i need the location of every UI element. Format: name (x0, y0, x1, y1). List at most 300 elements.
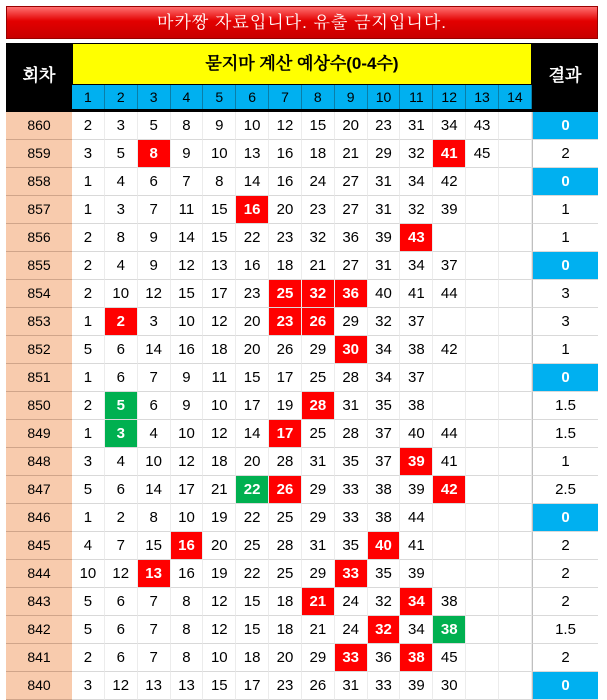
number-cell (499, 252, 532, 280)
table-row (6, 504, 598, 532)
result-cell: 0 (532, 504, 598, 532)
number-cell: 3 (72, 140, 105, 168)
number-cell (466, 336, 499, 364)
number-cell: 29 (302, 644, 335, 672)
number-cell: 27 (335, 168, 368, 196)
number-cell: 27 (335, 196, 368, 224)
number-cell: 2 (72, 252, 105, 280)
number-cell: 17 (203, 280, 236, 308)
number-cell: 32 (400, 140, 433, 168)
number-cell: 12 (203, 616, 236, 644)
column-number: 8 (302, 85, 335, 109)
number-cell: 10 (105, 280, 138, 308)
number-cell: 15 (236, 616, 269, 644)
number-cell: 34 (400, 168, 433, 196)
bonus-number-cell: 38 (433, 616, 466, 644)
result-cell: 1 (532, 196, 598, 224)
hit-number-cell: 43 (400, 224, 433, 252)
round-number: 853 (6, 308, 72, 336)
number-cell: 14 (138, 476, 171, 504)
result-cell: 3 (532, 308, 598, 336)
table-row (6, 448, 598, 476)
number-cell: 21 (302, 252, 335, 280)
warning-banner: 마카짱 자료입니다. 유출 금지입니다. (6, 6, 598, 39)
number-cell (466, 588, 499, 616)
number-cell (466, 560, 499, 588)
number-cell: 35 (335, 532, 368, 560)
number-cell: 29 (335, 308, 368, 336)
table-row (6, 308, 598, 336)
number-cell: 20 (335, 112, 368, 140)
table-row (6, 280, 598, 308)
number-cell: 11 (171, 196, 204, 224)
number-cell: 16 (171, 560, 204, 588)
column-number: 6 (236, 85, 269, 109)
number-cell: 13 (138, 672, 171, 700)
number-cell: 4 (105, 168, 138, 196)
number-cell: 34 (368, 336, 401, 364)
number-cell: 23 (302, 196, 335, 224)
table-row (6, 168, 598, 196)
round-number: 851 (6, 364, 72, 392)
number-cell: 36 (335, 224, 368, 252)
number-cell: 38 (368, 476, 401, 504)
number-cell: 9 (138, 252, 171, 280)
number-cell (466, 196, 499, 224)
number-cell: 23 (269, 672, 302, 700)
number-cell: 10 (72, 560, 105, 588)
number-cell: 23 (236, 280, 269, 308)
number-cell: 31 (368, 196, 401, 224)
number-cell: 41 (400, 280, 433, 308)
hit-number-cell: 39 (400, 448, 433, 476)
number-cell: 31 (335, 672, 368, 700)
number-cell: 9 (171, 364, 204, 392)
number-cell: 29 (302, 336, 335, 364)
bonus-number-cell: 22 (236, 476, 269, 504)
number-cell: 12 (203, 308, 236, 336)
number-cell: 16 (269, 140, 302, 168)
number-cell: 28 (335, 420, 368, 448)
number-cell: 19 (269, 392, 302, 420)
number-cell (499, 616, 532, 644)
number-cell (499, 364, 532, 392)
round-number: 860 (6, 112, 72, 140)
number-cell: 15 (236, 364, 269, 392)
number-cell: 3 (105, 112, 138, 140)
result-cell: 1 (532, 448, 598, 476)
table-row (6, 112, 598, 140)
number-cell: 24 (335, 588, 368, 616)
number-cell: 16 (171, 336, 204, 364)
number-cell: 17 (236, 672, 269, 700)
number-cell: 21 (335, 140, 368, 168)
number-cell: 28 (269, 448, 302, 476)
number-cell: 14 (138, 336, 171, 364)
number-cell: 12 (203, 588, 236, 616)
number-cell: 10 (171, 308, 204, 336)
number-cell: 9 (203, 112, 236, 140)
number-cell (499, 448, 532, 476)
number-cell: 10 (203, 140, 236, 168)
number-cell: 39 (368, 224, 401, 252)
result-cell: 2 (532, 532, 598, 560)
number-cell (499, 560, 532, 588)
number-cell: 2 (72, 224, 105, 252)
number-cell (499, 168, 532, 196)
number-cell: 32 (368, 308, 401, 336)
result-cell: 2 (532, 140, 598, 168)
hit-number-cell: 26 (269, 476, 302, 504)
number-cell (499, 336, 532, 364)
result-cell: 2 (532, 560, 598, 588)
number-cell: 25 (269, 560, 302, 588)
table-row (6, 196, 598, 224)
number-cell: 17 (236, 392, 269, 420)
hit-number-cell: 16 (171, 532, 204, 560)
column-number: 2 (105, 85, 138, 109)
hit-number-cell: 38 (400, 644, 433, 672)
result-cell: 1.5 (532, 420, 598, 448)
number-cell: 19 (203, 504, 236, 532)
number-cell: 19 (203, 560, 236, 588)
number-cell: 14 (171, 224, 204, 252)
number-cell: 17 (269, 364, 302, 392)
number-cell: 31 (302, 448, 335, 476)
table-row (6, 616, 598, 644)
round-number: 843 (6, 588, 72, 616)
number-cell: 38 (368, 504, 401, 532)
round-number: 859 (6, 140, 72, 168)
result-cell: 2 (532, 644, 598, 672)
number-cell: 18 (203, 336, 236, 364)
number-cell: 2 (72, 644, 105, 672)
number-cell: 34 (400, 252, 433, 280)
number-cell (499, 504, 532, 532)
number-cell: 26 (302, 672, 335, 700)
hit-number-cell: 26 (302, 308, 335, 336)
number-cell: 12 (269, 112, 302, 140)
number-cell: 4 (105, 252, 138, 280)
number-cell: 20 (236, 308, 269, 336)
number-cell: 12 (171, 448, 204, 476)
round-number: 842 (6, 616, 72, 644)
number-cell: 22 (236, 504, 269, 532)
number-cell: 18 (236, 644, 269, 672)
number-cell (466, 448, 499, 476)
number-cell (466, 308, 499, 336)
number-cell: 5 (72, 476, 105, 504)
number-cell: 24 (302, 168, 335, 196)
number-cell (499, 308, 532, 336)
number-cell: 16 (269, 168, 302, 196)
hit-number-cell: 32 (368, 616, 401, 644)
data-table (6, 112, 598, 700)
number-cell: 9 (138, 224, 171, 252)
number-cell: 26 (269, 336, 302, 364)
number-cell (499, 112, 532, 140)
number-cell: 18 (269, 252, 302, 280)
number-cell: 5 (72, 336, 105, 364)
number-cell: 6 (105, 336, 138, 364)
number-cell: 13 (236, 140, 269, 168)
round-number: 858 (6, 168, 72, 196)
number-cell: 39 (400, 672, 433, 700)
number-cell: 37 (368, 448, 401, 476)
number-cell: 31 (335, 392, 368, 420)
result-cell: 0 (532, 168, 598, 196)
number-cell: 10 (203, 392, 236, 420)
number-cell: 1 (72, 196, 105, 224)
number-cell: 13 (203, 252, 236, 280)
number-cell (499, 476, 532, 504)
number-cell: 1 (72, 420, 105, 448)
number-cell: 15 (236, 588, 269, 616)
number-cell (499, 280, 532, 308)
result-cell: 1.5 (532, 392, 598, 420)
round-number: 847 (6, 476, 72, 504)
number-cell: 25 (236, 532, 269, 560)
number-cell: 6 (105, 644, 138, 672)
number-cell: 3 (72, 672, 105, 700)
number-cell: 24 (335, 616, 368, 644)
number-cell (466, 364, 499, 392)
number-cell (466, 420, 499, 448)
column-number: 1 (72, 85, 105, 109)
table-row (6, 420, 598, 448)
column-number-header (72, 85, 532, 109)
number-cell: 10 (138, 448, 171, 476)
number-cell: 1 (72, 308, 105, 336)
table-row (6, 588, 598, 616)
number-cell: 12 (203, 420, 236, 448)
number-cell (466, 224, 499, 252)
number-cell: 41 (400, 532, 433, 560)
number-cell: 9 (171, 392, 204, 420)
number-cell: 30 (433, 672, 466, 700)
number-cell (499, 672, 532, 700)
number-cell: 6 (138, 168, 171, 196)
hit-number-cell: 40 (368, 532, 401, 560)
number-cell: 18 (302, 140, 335, 168)
number-cell: 42 (433, 168, 466, 196)
number-cell: 15 (203, 224, 236, 252)
round-number: 846 (6, 504, 72, 532)
hit-number-cell: 41 (433, 140, 466, 168)
result-cell: 1 (532, 224, 598, 252)
number-cell: 37 (400, 364, 433, 392)
number-cell: 33 (335, 476, 368, 504)
number-cell: 11 (203, 364, 236, 392)
number-cell (433, 504, 466, 532)
table-row (6, 644, 598, 672)
number-cell: 28 (269, 532, 302, 560)
hit-number-cell: 34 (400, 588, 433, 616)
number-cell: 5 (105, 140, 138, 168)
hit-number-cell: 17 (269, 420, 302, 448)
number-cell: 25 (302, 420, 335, 448)
number-cell (466, 168, 499, 196)
number-cell: 31 (302, 532, 335, 560)
number-cell: 25 (269, 504, 302, 532)
number-cell: 8 (171, 112, 204, 140)
column-number: 3 (138, 85, 171, 109)
number-cell: 42 (433, 336, 466, 364)
number-cell: 5 (72, 616, 105, 644)
number-cell: 2 (72, 392, 105, 420)
table-row (6, 224, 598, 252)
number-cell: 2 (72, 280, 105, 308)
column-number: 5 (203, 85, 236, 109)
number-cell: 6 (105, 476, 138, 504)
result-cell: 0 (532, 672, 598, 700)
number-cell: 36 (368, 644, 401, 672)
number-cell: 18 (269, 616, 302, 644)
number-cell: 8 (203, 168, 236, 196)
number-cell: 1 (72, 168, 105, 196)
result-cell: 1.5 (532, 616, 598, 644)
hit-number-cell: 8 (138, 140, 171, 168)
result-cell: 2 (532, 588, 598, 616)
number-cell: 10 (203, 644, 236, 672)
number-cell: 45 (433, 644, 466, 672)
hit-number-cell: 33 (335, 560, 368, 588)
column-number: 14 (499, 85, 532, 109)
number-cell: 32 (368, 588, 401, 616)
number-cell: 31 (368, 252, 401, 280)
number-cell: 12 (105, 672, 138, 700)
table-row (6, 364, 598, 392)
column-number: 4 (171, 85, 204, 109)
table-row (6, 392, 598, 420)
result-cell: 0 (532, 112, 598, 140)
number-cell: 8 (138, 504, 171, 532)
column-number: 7 (269, 85, 302, 109)
round-number: 848 (6, 448, 72, 476)
number-cell: 7 (138, 364, 171, 392)
round-number: 844 (6, 560, 72, 588)
hit-number-cell: 36 (335, 280, 368, 308)
hit-number-cell: 30 (335, 336, 368, 364)
result-cell: 0 (532, 252, 598, 280)
number-cell: 17 (171, 476, 204, 504)
result-cell: 1 (532, 336, 598, 364)
number-cell: 8 (105, 224, 138, 252)
number-cell (499, 532, 532, 560)
column-number: 12 (433, 85, 466, 109)
hit-number-cell: 16 (236, 196, 269, 224)
number-cell: 4 (105, 448, 138, 476)
number-cell: 20 (269, 196, 302, 224)
number-cell (433, 532, 466, 560)
number-cell (499, 588, 532, 616)
number-cell: 32 (302, 224, 335, 252)
hit-number-cell: 21 (302, 588, 335, 616)
number-cell: 20 (236, 336, 269, 364)
number-cell: 29 (302, 504, 335, 532)
number-cell: 29 (302, 560, 335, 588)
number-cell: 44 (433, 420, 466, 448)
number-cell (466, 672, 499, 700)
number-cell: 6 (138, 392, 171, 420)
number-cell: 1 (72, 504, 105, 532)
number-cell (466, 392, 499, 420)
hit-number-cell: 23 (269, 308, 302, 336)
hit-number-cell: 32 (302, 280, 335, 308)
number-cell (466, 644, 499, 672)
result-cell: 3 (532, 280, 598, 308)
number-cell: 31 (400, 112, 433, 140)
round-number: 852 (6, 336, 72, 364)
number-cell: 22 (236, 560, 269, 588)
bonus-number-cell: 3 (105, 420, 138, 448)
number-cell (466, 476, 499, 504)
number-cell (466, 252, 499, 280)
hit-number-cell: 33 (335, 644, 368, 672)
number-cell (499, 392, 532, 420)
number-cell: 34 (433, 112, 466, 140)
number-cell: 15 (302, 112, 335, 140)
number-cell: 38 (433, 588, 466, 616)
number-cell (499, 196, 532, 224)
result-header: 결과 (532, 43, 598, 109)
number-cell: 45 (466, 140, 499, 168)
number-cell: 27 (335, 252, 368, 280)
number-cell: 14 (236, 420, 269, 448)
number-cell: 32 (400, 196, 433, 224)
round-number: 845 (6, 532, 72, 560)
number-cell: 3 (138, 308, 171, 336)
round-number: 855 (6, 252, 72, 280)
number-cell: 25 (302, 364, 335, 392)
number-cell: 8 (171, 588, 204, 616)
column-number: 10 (368, 85, 401, 109)
number-cell: 7 (138, 588, 171, 616)
number-cell: 21 (203, 476, 236, 504)
round-header: 회차 (6, 43, 72, 109)
hit-number-cell: 28 (302, 392, 335, 420)
table-row (6, 672, 598, 700)
number-cell (466, 616, 499, 644)
number-cell: 39 (400, 476, 433, 504)
result-cell: 0 (532, 364, 598, 392)
number-cell: 40 (400, 420, 433, 448)
number-cell: 20 (203, 532, 236, 560)
number-cell: 28 (335, 364, 368, 392)
number-cell: 15 (203, 672, 236, 700)
number-cell: 7 (138, 616, 171, 644)
number-cell (433, 392, 466, 420)
table-row (6, 252, 598, 280)
number-cell: 10 (171, 420, 204, 448)
number-cell (499, 224, 532, 252)
number-cell: 5 (72, 588, 105, 616)
number-cell: 23 (368, 112, 401, 140)
number-cell: 43 (466, 112, 499, 140)
number-cell: 44 (433, 280, 466, 308)
number-cell: 18 (203, 448, 236, 476)
number-cell: 35 (335, 448, 368, 476)
number-cell: 22 (236, 224, 269, 252)
prediction-title: 묻지마 계산 예상수(0-4수) (72, 43, 532, 85)
table-row (6, 336, 598, 364)
number-cell: 7 (138, 196, 171, 224)
number-cell (499, 420, 532, 448)
number-cell (433, 308, 466, 336)
number-cell: 37 (433, 252, 466, 280)
number-cell: 9 (171, 140, 204, 168)
number-cell: 18 (269, 588, 302, 616)
